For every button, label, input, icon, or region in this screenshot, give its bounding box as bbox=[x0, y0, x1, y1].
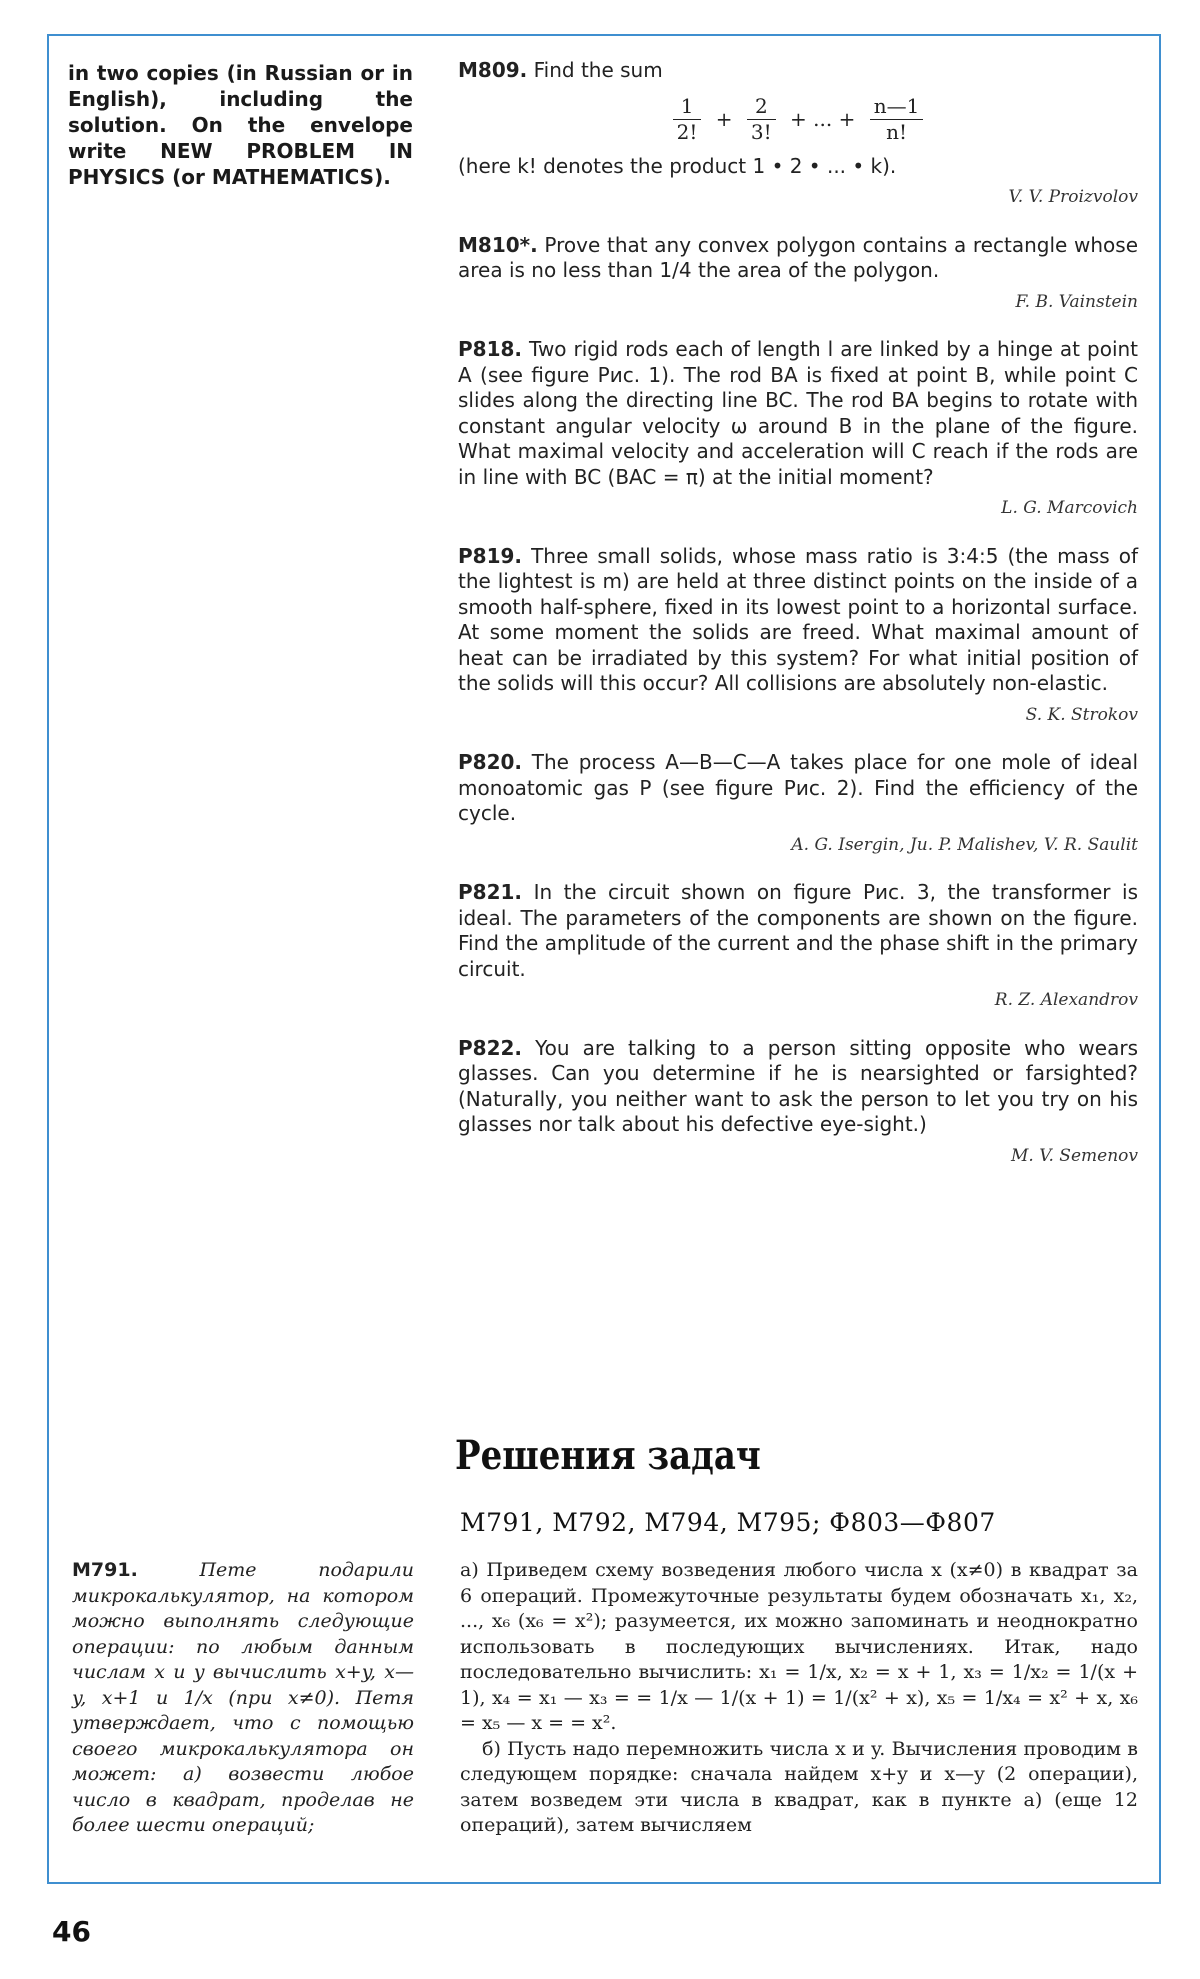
problem-text: Prove that any convex polygon contains a rectangle whose area is no less than 1/4 the area of the polygon. bbox=[458, 232, 1139, 282]
problem-author: F. B. Vainstein bbox=[1015, 291, 1138, 312]
problem-id: P822. bbox=[458, 1035, 523, 1060]
problem-author: L. G. Marcovich bbox=[1001, 498, 1138, 518]
problem-text: In the circuit shown on figure Рис. 3, the transformer is ideal. The parameters of the components are shown on the figure. Find the amplitude of the current and the phase shift in the primary circuit. bbox=[458, 880, 1139, 981]
problem-p820 bbox=[458, 750, 1138, 858]
m791-statement bbox=[72, 1558, 414, 1839]
problem-id: P818. bbox=[458, 337, 523, 361]
problem-p819 bbox=[458, 544, 1138, 729]
problem-id: P821. bbox=[458, 880, 523, 904]
problem-text: Find the sum bbox=[533, 58, 663, 82]
problem-author: V. V. Proizvolov bbox=[1008, 187, 1138, 207]
problem-m809 bbox=[458, 58, 1138, 211]
problem-author: M. V. Semenov bbox=[1010, 1145, 1138, 1166]
sum-formula bbox=[458, 94, 1138, 146]
fraction-1 bbox=[673, 94, 702, 146]
fraction-2 bbox=[747, 94, 776, 146]
problem-author: R. Z. Alexandrov bbox=[994, 990, 1138, 1010]
section-title: Решения задач bbox=[455, 1432, 761, 1479]
section-subtitle: М791, М792, М794, М795; Ф803—Ф807 bbox=[460, 1508, 996, 1537]
fraction-numerator: n—1 bbox=[870, 94, 924, 121]
problem-text: Two rigid rods each of length l are linked by a hinge at point A (see figure Рис. 1). The rod BA is fixed at point B, while point C slides along the directing line BC. The rod BA begins to rotate with constant angular velocity ω around B in the plane of the figure. What maximal velocity and acceleration will C reach if the rods are in line with BC (BAC = π) at the initial moment? bbox=[458, 337, 1139, 489]
solution-part-a: а) Приведем схему возведения любого числа x (x≠0) в квадрат за 6 операций. Промежуточные результаты будем обозначать x₁, x₂, ..., x₆ (x₆ = x²); разумеется, их можно запоминать и неоднократно использовать в последующих вычислениях. Итак, надо последовательно вычислить: x₁ = 1/x, x₂ = x + 1, x₃ = 1/x₂ = 1/(x + 1), x₄ = x₁ — x₃ = = 1/x — 1/(x + 1) = 1/(x² + x), x₅ = 1/x₄ = x² + x, x₆ = x₅ — x = = x². bbox=[460, 1559, 1138, 1734]
ellipsis-terms: + ... + bbox=[790, 106, 856, 131]
page-number: 46 bbox=[52, 1915, 91, 1948]
problem-m810 bbox=[458, 233, 1138, 316]
fraction-denominator: 2! bbox=[676, 120, 698, 144]
problems-column bbox=[458, 58, 1138, 1169]
problem-author: S. K. Strokov bbox=[1025, 704, 1138, 725]
plus-sign: + bbox=[715, 106, 733, 131]
problem-text: The process A—B—C—A takes place for one mole of ideal monoatomic gas P (see figure Рис. 2). Find the efficiency of the cycle. bbox=[458, 750, 1139, 825]
problem-text-after: (here k! denotes the product 1 • 2 • ... • k). bbox=[458, 153, 897, 178]
problem-id: М791. bbox=[72, 1559, 138, 1581]
fraction-numerator: 2 bbox=[747, 94, 776, 121]
fraction-numerator: 1 bbox=[673, 94, 702, 121]
fraction-denominator: 3! bbox=[750, 120, 772, 144]
problem-id: P820. bbox=[458, 750, 523, 774]
problem-text: Пете подарили микрокалькулятор, на котором можно выполнять следующие операции: по любым данным числам x и y вычислить x+y, x—y, x+1 и 1/x (при x≠0). Петя утверждает, что с помощью своего микрокалькулятора он может: а) возвести любое число в квадрат, проделав не более шести операций; bbox=[72, 1559, 414, 1836]
problem-id: M809. bbox=[458, 58, 528, 82]
problem-p822 bbox=[458, 1036, 1138, 1170]
problem-id: P819. bbox=[458, 543, 523, 568]
solution-part-b: б) Пусть надо перемножить числа x и y. Вычисления проводим в следующем порядке: сначала найдем x+y и x—y (2 операции), затем возведем эти числа в квадрат, как в пункте а) (еще 12 операций), затем вычисляем bbox=[460, 1737, 1138, 1836]
fraction-3 bbox=[870, 94, 924, 146]
problem-p821 bbox=[458, 880, 1138, 1014]
submission-note: in two copies (in Russian or in English), including the solution. On the envelope write NEW PROBLEM IN PHYSICS (or MATHEMATICS). bbox=[68, 61, 413, 189]
m791-solution bbox=[460, 1558, 1138, 1839]
problem-author: A. G. Isergin, Ju. P. Malishev, V. R. Saulit bbox=[791, 834, 1138, 855]
problem-id: M810*. bbox=[458, 232, 538, 257]
problem-p818 bbox=[458, 337, 1138, 522]
problem-text: Three small solids, whose mass ratio is 3:4:5 (the mass of the lightest is m) are held at three distinct points on the inside of a smooth half-sphere, fixed in its lowest point to a horizontal surface. At some moment the solids are freed. What maximal amount of heat can be irradiated by this system? For what initial position of the solids will this occur? All collisions are absolutely non-elastic. bbox=[458, 543, 1139, 695]
problem-text: You are talking to a person sitting opposite who wears glasses. Can you determine if he is nearsighted or farsighted? (Naturally, you neither want to ask the person to let you try on his glasses nor talk about his defective eye-sight.) bbox=[458, 1035, 1138, 1136]
fraction-denominator: n! bbox=[886, 120, 907, 144]
